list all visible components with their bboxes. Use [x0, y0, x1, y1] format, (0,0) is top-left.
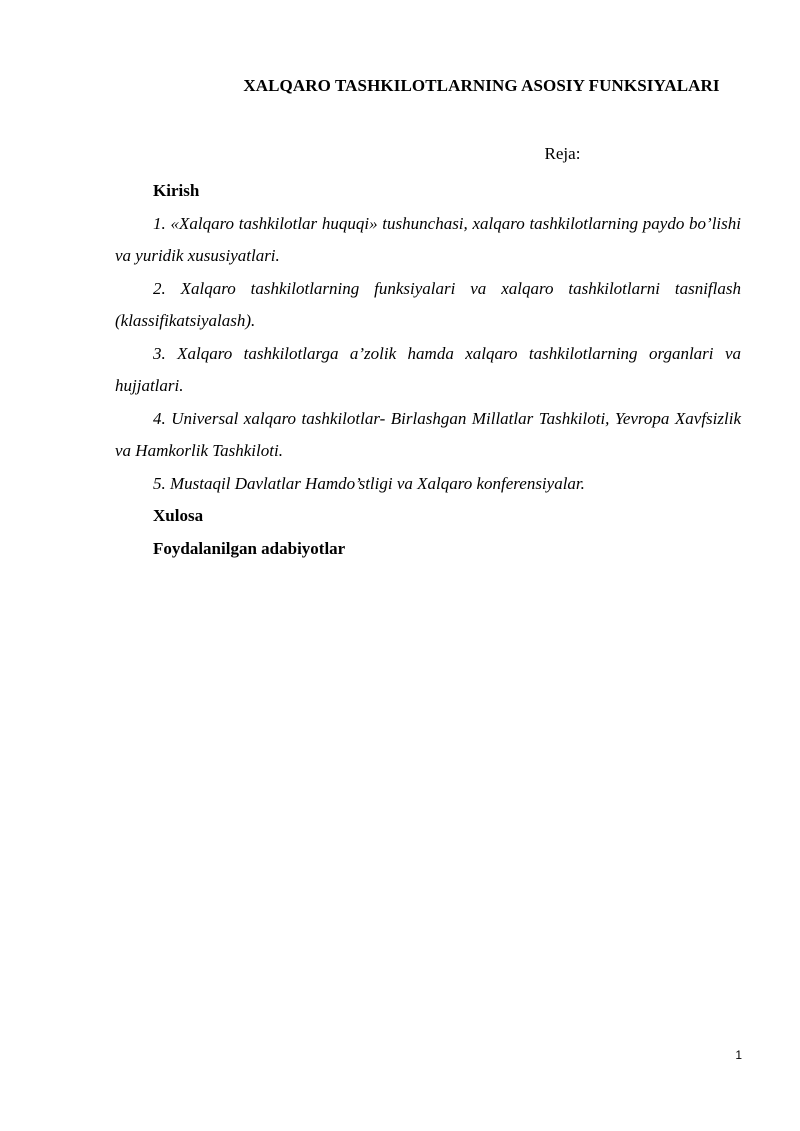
plan-item-1: 1. «Xalqaro tashkilotlar huquqi» tushunchasi, xalqaro tashkilotlarning paydo bo’lishi va yuridik xususiyatlari.: [115, 213, 741, 265]
conclusion-heading: Xulosa: [153, 506, 204, 525]
plan-item-2: 2. Xalqaro tashkilotlarning funksiyalari va xalqaro tashkilotlarni tasniflash (klassifikatsiyalash).: [115, 278, 741, 330]
plan-item-4: 4. Universal xalqaro tashkilotlar- Birlashgan Millatlar Tashkiloti, Yevropa Xavfsizlik va Hamkorlik Tashkiloti.: [115, 408, 741, 460]
page-number: 1: [735, 1048, 742, 1062]
intro-heading: Kirish: [153, 181, 200, 200]
plan-label-text: Reja:: [544, 144, 581, 163]
document-content: [115, 175, 741, 565]
plan-label: [115, 144, 780, 164]
document-title: [115, 76, 780, 96]
references-heading: Foydalanilgan adabiyotlar: [153, 538, 346, 558]
document-title-text: XALQARO TASHKILOTLARNING ASOSIY FUNKSIYALARI: [243, 76, 720, 95]
plan-item-3: 3. Xalqaro tashkilotlarga a’zolik hamda xalqaro tashkilotlarning organlari va hujjatlari.: [115, 343, 741, 395]
plan-item-5: 5. Mustaqil Davlatlar Hamdo’stligi va Xalqaro konferensiyalar.: [153, 473, 585, 493]
